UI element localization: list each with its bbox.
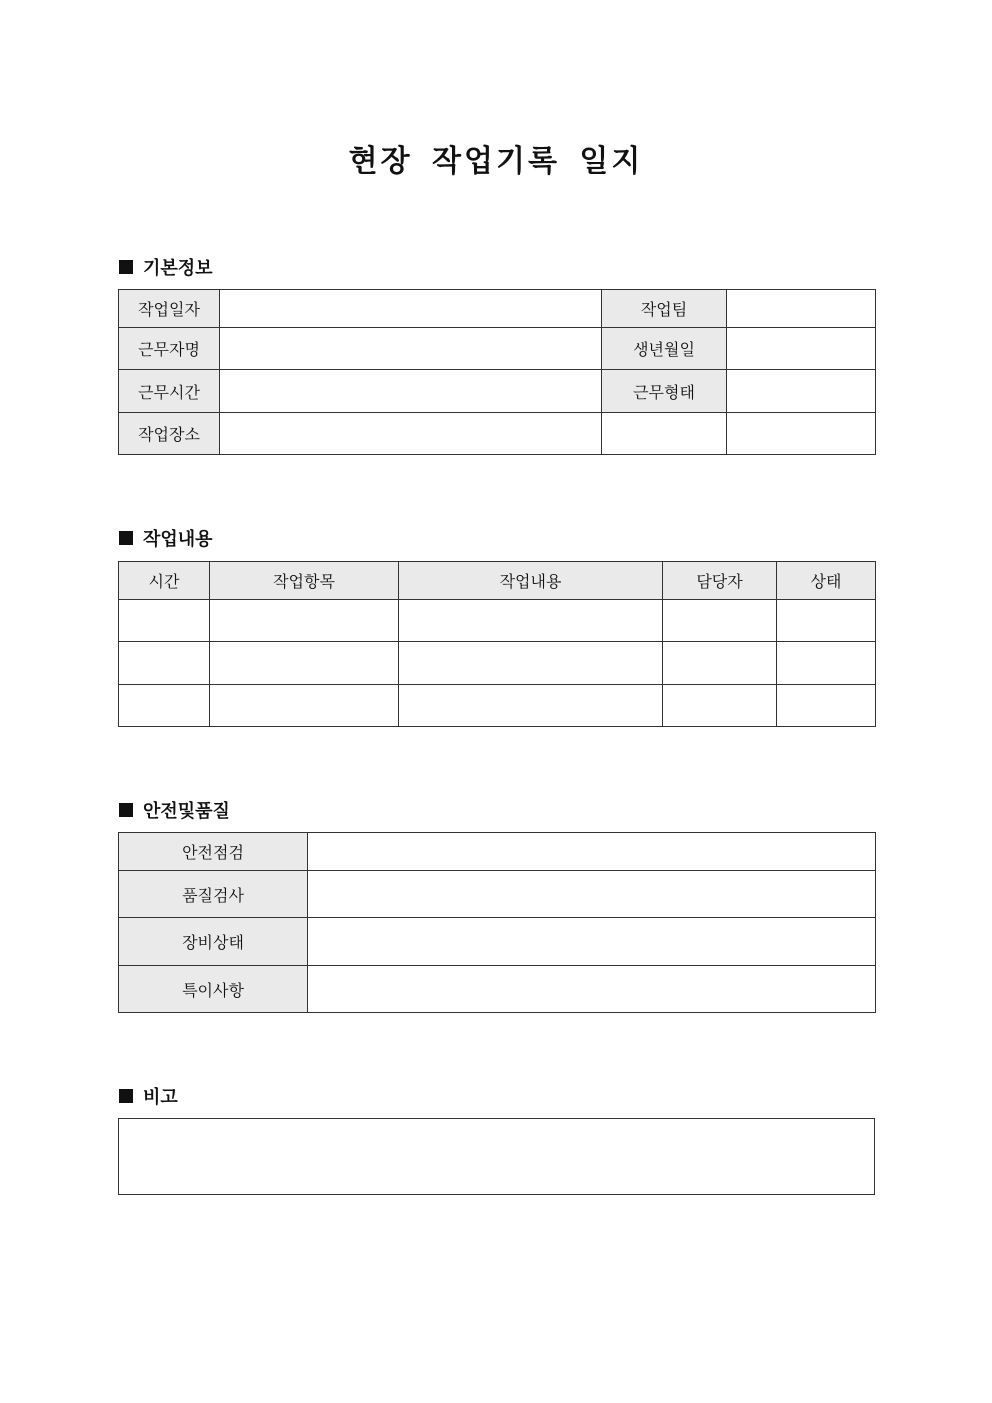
label-cell: 작업팀 — [602, 290, 727, 328]
table-cell[interactable] — [777, 642, 876, 685]
empty-cell[interactable] — [727, 413, 876, 455]
table-row — [119, 328, 876, 370]
table-cell[interactable] — [119, 685, 210, 727]
label-cell: 근무자명 — [119, 328, 220, 370]
label-cell: 근무형태 — [602, 370, 727, 413]
square-bullet-icon — [119, 260, 133, 274]
column-header-content: 작업내용 — [399, 562, 663, 600]
table-cell[interactable] — [663, 642, 777, 685]
work-type-field[interactable] — [727, 370, 876, 413]
table-cell[interactable] — [210, 600, 399, 642]
table-cell[interactable] — [210, 642, 399, 685]
label-cell: 작업일자 — [119, 290, 220, 328]
table-row — [119, 413, 876, 455]
safety-quality-table — [118, 832, 876, 1013]
work-hours-field[interactable] — [220, 370, 602, 413]
label-cell: 장비상태 — [119, 918, 308, 966]
label-cell: 특이사항 — [119, 966, 308, 1013]
safety-check-field[interactable] — [308, 833, 876, 871]
table-row — [119, 871, 876, 918]
table-cell[interactable] — [777, 600, 876, 642]
table-cell[interactable] — [210, 685, 399, 727]
work-team-field[interactable] — [727, 290, 876, 328]
column-header-status: 상태 — [777, 562, 876, 600]
table-row — [119, 918, 876, 966]
column-header-assignee: 담당자 — [663, 562, 777, 600]
section-heading-label: 비고 — [143, 1087, 178, 1108]
table-cell[interactable] — [399, 685, 663, 727]
label-cell: 작업장소 — [119, 413, 220, 455]
table-cell[interactable] — [399, 642, 663, 685]
table-cell[interactable] — [663, 685, 777, 727]
section-heading-basic — [119, 254, 213, 280]
table-cell[interactable] — [119, 642, 210, 685]
table-row — [119, 370, 876, 413]
work-location-field[interactable] — [220, 413, 602, 455]
square-bullet-icon — [119, 1089, 133, 1103]
label-cell: 근무시간 — [119, 370, 220, 413]
section-heading-safety — [119, 797, 230, 823]
empty-cell — [602, 413, 727, 455]
label-cell: 품질검사 — [119, 871, 308, 918]
table-row — [119, 966, 876, 1013]
table-cell[interactable] — [399, 600, 663, 642]
worker-name-field[interactable] — [220, 328, 602, 370]
equipment-status-field[interactable] — [308, 918, 876, 966]
work-date-field[interactable] — [220, 290, 602, 328]
remarks-box[interactable] — [118, 1118, 875, 1195]
special-notes-field[interactable] — [308, 966, 876, 1013]
table-cell[interactable] — [119, 600, 210, 642]
table-row — [119, 290, 876, 328]
column-header-item: 작업항목 — [210, 562, 399, 600]
section-heading-label: 안전및품질 — [143, 801, 230, 822]
section-heading-work — [119, 525, 213, 551]
table-cell[interactable] — [777, 685, 876, 727]
table-row — [119, 833, 876, 871]
table-row — [119, 642, 876, 685]
table-row — [119, 685, 876, 727]
document-title: 현장 작업기록 일지 — [348, 144, 644, 179]
table-header-row — [119, 562, 876, 600]
square-bullet-icon — [119, 531, 133, 545]
table-row — [119, 600, 876, 642]
section-heading-remarks — [119, 1083, 178, 1109]
square-bullet-icon — [119, 803, 133, 817]
table-cell[interactable] — [663, 600, 777, 642]
birth-date-field[interactable] — [727, 328, 876, 370]
label-cell: 생년월일 — [602, 328, 727, 370]
quality-inspection-field[interactable] — [308, 871, 876, 918]
work-content-table — [118, 561, 876, 727]
column-header-time: 시간 — [119, 562, 210, 600]
basic-info-table — [118, 289, 876, 455]
section-heading-label: 작업내용 — [143, 529, 213, 550]
label-cell: 안전점검 — [119, 833, 308, 871]
section-heading-label: 기본정보 — [143, 258, 213, 279]
